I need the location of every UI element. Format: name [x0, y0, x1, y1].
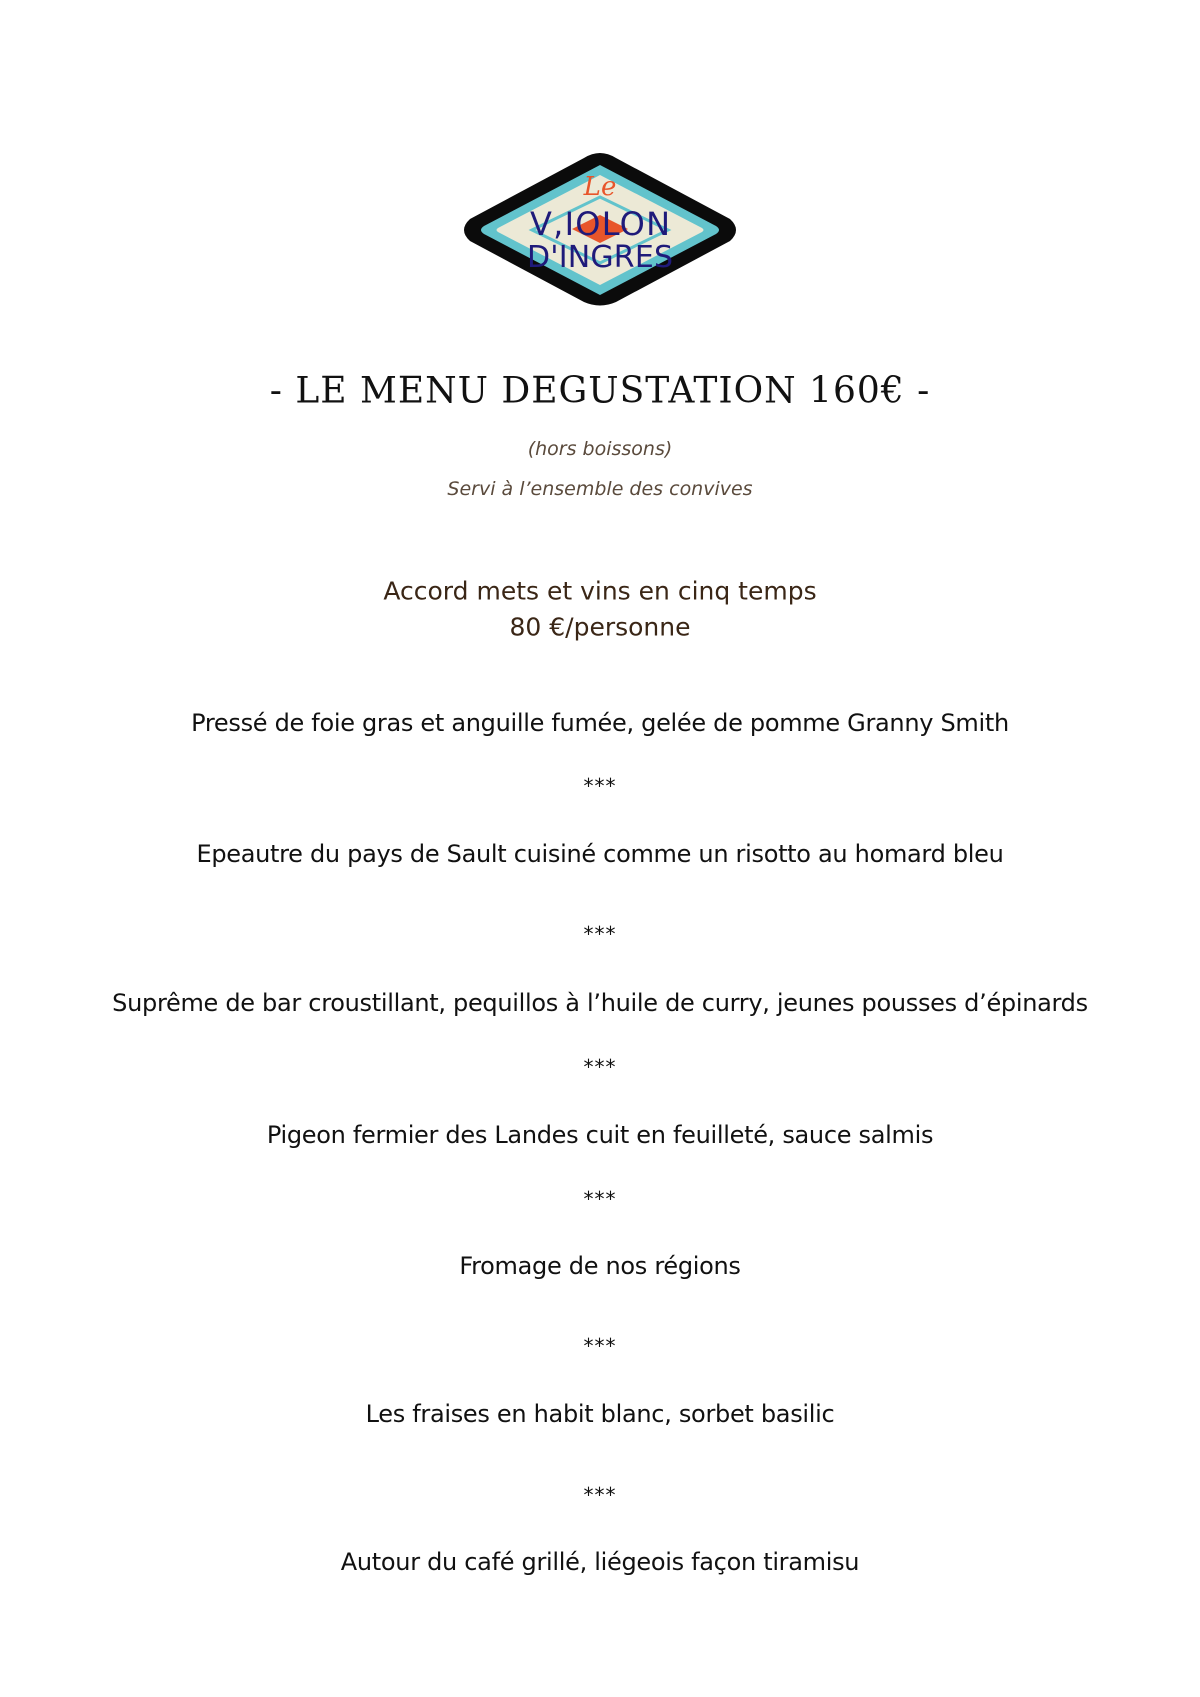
- separator: ***: [583, 774, 617, 798]
- svg-text:D'INGRES: D'INGRES: [527, 240, 673, 275]
- separator: ***: [583, 1187, 617, 1211]
- separator: ***: [583, 1483, 617, 1507]
- dish-1: Pressé de foie gras et anguille fumée, gelée de pomme Granny Smith: [191, 709, 1009, 737]
- service-note: Servi à l’ensemble des convives: [447, 478, 753, 500]
- svg-text:Le: Le: [583, 172, 617, 202]
- drinks-note: (hors boissons): [527, 438, 673, 460]
- separator: ***: [583, 1334, 617, 1358]
- dish-6: Les fraises en habit blanc, sorbet basilic: [365, 1400, 835, 1428]
- dish-7: Autour du café grillé, liégeois façon tiramisu: [340, 1548, 860, 1576]
- wine-pairing-price: 80 €/personne: [509, 612, 691, 642]
- menu-title: - LE MENU DEGUSTATION 160€ -: [269, 370, 931, 412]
- separator: ***: [583, 1055, 617, 1079]
- svg-text:V,IOLON: V,IOLON: [530, 205, 670, 243]
- dish-5: Fromage de nos régions: [459, 1252, 741, 1280]
- dish-2: Epeautre du pays de Sault cuisiné comme un risotto au homard bleu: [196, 840, 1004, 868]
- separator: ***: [583, 922, 617, 946]
- wine-pairing-label: Accord mets et vins en cinq temps: [383, 576, 817, 606]
- dish-3: Suprême de bar croustillant, pequillos à l’huile de curry, jeunes pousses d’épinards: [112, 989, 1088, 1017]
- dish-4: Pigeon fermier des Landes cuit en feuilleté, sauce salmis: [266, 1121, 934, 1149]
- restaurant-logo: [458, 149, 742, 311]
